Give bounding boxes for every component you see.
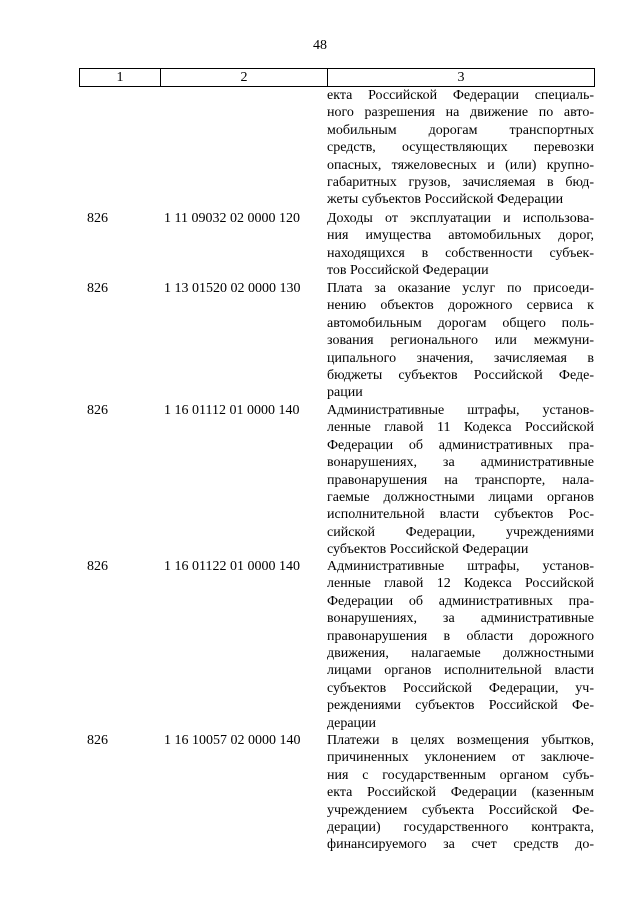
desc-line: учреждением субъекта Российской Фе- xyxy=(327,802,594,818)
desc-line: бюджеты субъектов Российской Феде- xyxy=(327,368,594,384)
desc-line: вонарушениях, за административные xyxy=(327,611,594,627)
desc-line: екта Российской Федерации (казенным xyxy=(327,785,594,801)
budget-code: 1 11 09032 02 0000 120 xyxy=(164,211,300,226)
desc-line: зования регионального или межмуни- xyxy=(327,333,594,349)
header-col-2: 2 xyxy=(161,69,328,86)
desc-line: Административные штрафы, установ- xyxy=(327,559,594,574)
row-description xyxy=(327,402,594,559)
header-col-1: 1 xyxy=(80,69,161,86)
desc-line: Административные штрафы, установ- xyxy=(327,403,594,418)
desc-line: мобильным дорогам транспортных xyxy=(327,122,594,138)
desc-line: габаритных грузов, зачисляемая в бюд- xyxy=(327,175,594,191)
desc-line: ленные главой 11 Кодекса Российской xyxy=(327,420,594,436)
desc-line: тов Российской Федерации xyxy=(327,263,489,279)
desc-line: рации xyxy=(327,385,363,401)
admin-code: 826 xyxy=(87,281,108,296)
desc-line: гаемые должностными лицами органов xyxy=(327,490,594,506)
desc-line: исполнительной власти субъектов Рос- xyxy=(327,507,594,523)
desc-line: находящихся в собственности субъек- xyxy=(327,245,594,261)
desc-line: реждениями субъектов Российской Фе- xyxy=(327,698,594,714)
admin-code: 826 xyxy=(87,733,108,748)
desc-line: нению объектов дорожного сервиса к xyxy=(327,298,594,314)
desc-line: екта Российской Федерации специаль- xyxy=(327,88,594,103)
desc-line: субъектов Российской Федерации xyxy=(327,542,529,558)
budget-code: 1 16 01112 01 0000 140 xyxy=(164,403,300,418)
admin-code: 826 xyxy=(87,403,108,418)
desc-line: Федерации об административных пра- xyxy=(327,437,594,453)
admin-code: 826 xyxy=(87,559,108,574)
desc-line: движения, налагаемые должностными xyxy=(327,646,594,662)
desc-line: правонарушения в области дорожного xyxy=(327,628,594,644)
desc-line: ного разрешения на движение по авто- xyxy=(327,105,594,121)
desc-line: дерации) государственного контракта, xyxy=(327,820,594,836)
desc-line: дерации xyxy=(327,715,377,731)
desc-line: жеты субъектов Российской Федерации xyxy=(327,192,564,208)
desc-line: финансируемого за счет средств до- xyxy=(327,837,594,853)
desc-line: Доходы от эксплуатации и использова- xyxy=(327,211,594,226)
desc-line: опасных, тяжеловесных и (или) крупно- xyxy=(327,157,594,173)
budget-code: 1 16 10057 02 0000 140 xyxy=(164,733,301,748)
desc-line: ципального значения, зачисляемая в xyxy=(327,350,594,366)
budget-code: 1 13 01520 02 0000 130 xyxy=(164,281,301,296)
desc-line: сийской Федерации, учреждениями xyxy=(327,524,594,540)
header-col-3: 3 xyxy=(457,69,465,85)
row-description xyxy=(327,210,594,280)
desc-line: лицами органов исполнительной власти xyxy=(327,663,594,679)
desc-line: вонарушениях, за административные xyxy=(327,455,594,471)
desc-line: Плата за оказание услуг по присоеди- xyxy=(327,281,594,296)
desc-line: автомобильным дорогам общего поль- xyxy=(327,315,594,331)
desc-line: правонарушения на транспорте, нала- xyxy=(327,472,594,488)
row-description xyxy=(327,558,594,732)
desc-line: причиненных уклонением от заключе- xyxy=(327,750,594,766)
page-number: 48 xyxy=(313,38,327,53)
desc-line: Платежи в целях возмещения убытков, xyxy=(327,733,594,748)
budget-code: 1 16 01122 01 0000 140 xyxy=(164,559,300,574)
desc-line: Федерации об административных пра- xyxy=(327,593,594,609)
table-header xyxy=(79,68,595,87)
desc-line: субъектов Российской Федерации, уч- xyxy=(327,680,594,696)
row-description xyxy=(327,280,594,402)
row-description xyxy=(327,732,594,854)
desc-line: ленные главой 12 Кодекса Российской xyxy=(327,576,594,592)
admin-code: 826 xyxy=(87,211,108,226)
continuation-description xyxy=(327,87,594,209)
desc-line: ния с государственным органом субъ- xyxy=(327,767,594,783)
desc-line: ния имущества автомобильных дорог, xyxy=(327,228,594,244)
desc-line: средств, осуществляющих перевозки xyxy=(327,140,594,156)
